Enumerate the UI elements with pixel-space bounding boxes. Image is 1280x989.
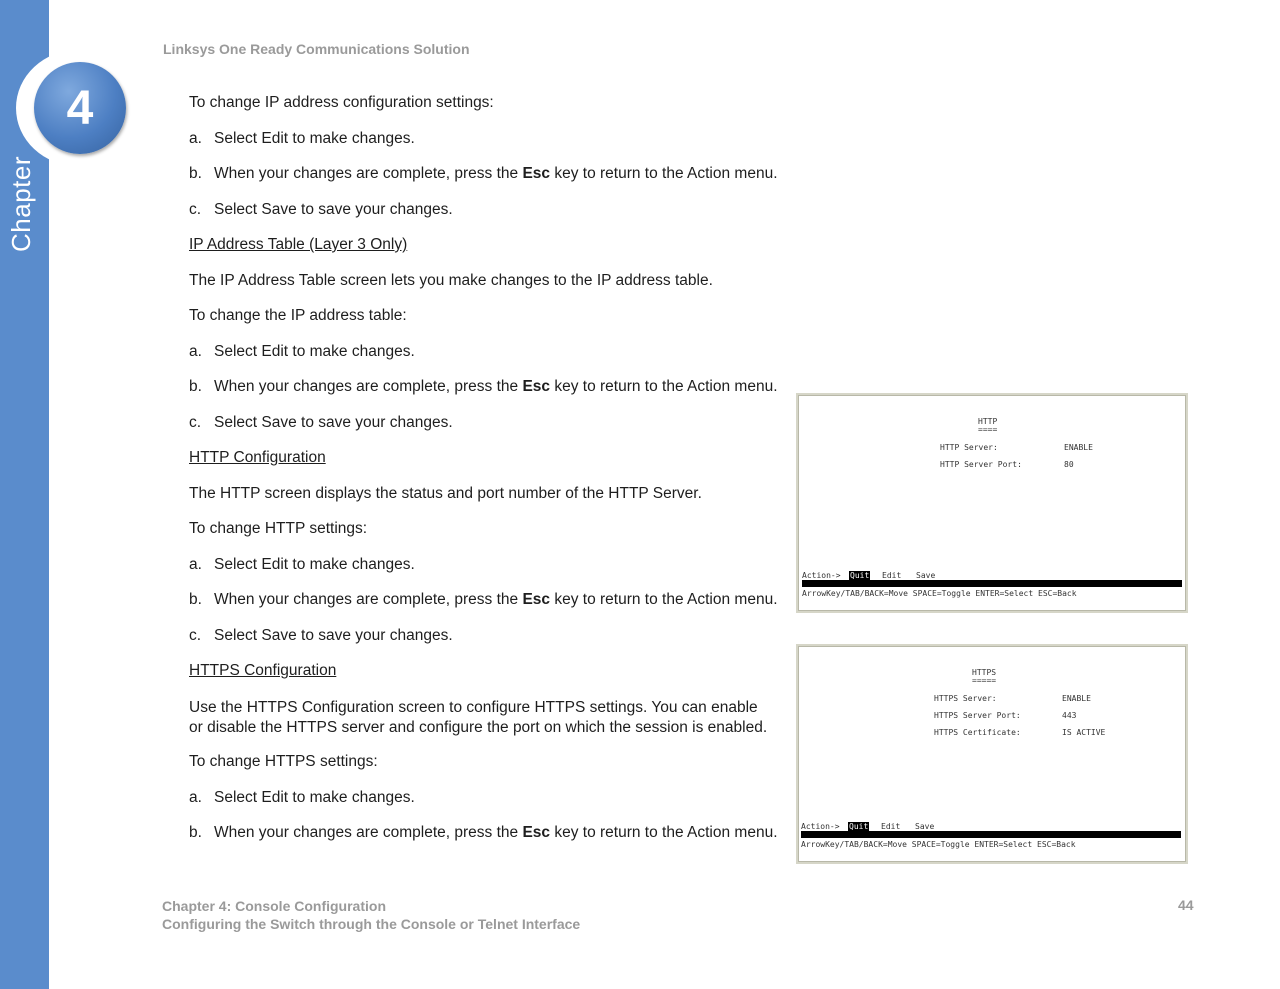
field-label: HTTP Server Port:	[940, 460, 1022, 469]
body-paragraph: Use the HTTPS Configuration screen to configure HTTPS settings. You can enable or disable the HTTPS server and configure the port on which the session is enabled.	[189, 699, 768, 736]
section-heading-https: HTTPS Configuration	[189, 662, 337, 679]
chapter-label: Chapter	[6, 156, 36, 252]
key-help: ArrowKey/TAB/BACK=Move SPACE=Toggle ENTER=Select ESC=Back	[802, 589, 1077, 598]
list-marker: a.	[189, 556, 202, 573]
esc-key-label: Esc	[522, 591, 551, 608]
list-item: b. When your changes are complete, press the Esc key to return to the Action menu.	[189, 378, 778, 395]
action-save: Save	[916, 571, 936, 580]
list-item: a. Select Edit to make changes.	[189, 343, 415, 360]
action-edit: Edit	[881, 822, 901, 831]
action-prefix: Action->	[802, 571, 841, 580]
screen-title: HTTP	[978, 417, 998, 426]
list-item: c. Select Save to save your changes.	[189, 414, 453, 431]
screen-title-underline: =====	[972, 676, 997, 685]
list-marker: a.	[189, 789, 202, 806]
body-paragraph: The IP Address Table screen lets you make changes to the IP address table.	[189, 272, 713, 289]
list-item: b. When your changes are complete, press the Esc key to return to the Action menu.	[189, 591, 778, 608]
field-value: ENABLE	[1064, 443, 1093, 452]
action-quit-selected: Quit	[849, 822, 869, 831]
section-heading-http: HTTP Configuration	[189, 449, 326, 466]
footer-section: Configuring the Switch through the Console or Telnet Interface	[162, 916, 581, 932]
body-paragraph: To change HTTP settings:	[189, 520, 368, 537]
page-number: 44	[1178, 897, 1194, 913]
body-paragraph: To change HTTPS settings:	[189, 753, 378, 770]
action-prefix: Action->	[801, 822, 840, 831]
field-value: ENABLE	[1062, 694, 1091, 703]
esc-key-label: Esc	[522, 378, 551, 395]
list-marker: c.	[189, 201, 202, 218]
action-edit: Edit	[882, 571, 902, 580]
body-paragraph: To change IP address configuration settings:	[189, 94, 494, 111]
field-value: 443	[1062, 711, 1077, 720]
key-help: ArrowKey/TAB/BACK=Move SPACE=Toggle ENTER=Select ESC=Back	[801, 840, 1076, 849]
list-item: a. Select Edit to make changes.	[189, 556, 415, 573]
list-item: c. Select Save to save your changes.	[189, 201, 453, 218]
field-label: HTTPS Server Port:	[934, 711, 1021, 720]
https-console-screenshot	[796, 644, 1188, 864]
body-paragraph: The HTTP screen displays the status and port number of the HTTP Server.	[189, 485, 702, 502]
list-marker: b.	[189, 378, 202, 395]
list-marker: a.	[189, 343, 202, 360]
field-value: IS ACTIVE	[1062, 728, 1106, 737]
separator-bar	[802, 580, 1182, 587]
field-label: HTTPS Server:	[934, 694, 997, 703]
footer-chapter: Chapter 4: Console Configuration	[162, 898, 386, 914]
http-console-screenshot	[796, 393, 1188, 613]
screen-title-underline: ====	[978, 425, 998, 434]
esc-key-label: Esc	[522, 165, 551, 182]
esc-key-label: Esc	[522, 824, 551, 841]
body-paragraph: To change the IP address table:	[189, 307, 407, 324]
section-heading-ip-address-table: IP Address Table (Layer 3 Only)	[189, 236, 408, 253]
chapter-number-badge: 4	[34, 62, 126, 154]
running-head: Linksys One Ready Communications Solution	[163, 41, 470, 57]
field-label: HTTP Server:	[940, 443, 998, 452]
list-item: b. When your changes are complete, press the Esc key to return to the Action menu.	[189, 165, 778, 182]
field-label: HTTPS Certificate:	[934, 728, 1021, 737]
list-marker: a.	[189, 130, 202, 147]
list-marker: b.	[189, 824, 202, 841]
list-item: b. When your changes are complete, press the Esc key to return to the Action menu.	[189, 824, 778, 841]
screen-title: HTTPS	[972, 668, 997, 677]
list-marker: b.	[189, 165, 202, 182]
list-item: a. Select Edit to make changes.	[189, 130, 415, 147]
separator-bar	[801, 831, 1181, 838]
list-item: c. Select Save to save your changes.	[189, 627, 453, 644]
list-marker: c.	[189, 414, 202, 431]
field-value: 80	[1064, 460, 1074, 469]
list-item: a. Select Edit to make changes.	[189, 789, 415, 806]
list-marker: b.	[189, 591, 202, 608]
action-quit-selected: Quit	[850, 571, 870, 580]
list-marker: c.	[189, 627, 202, 644]
action-save: Save	[915, 822, 935, 831]
